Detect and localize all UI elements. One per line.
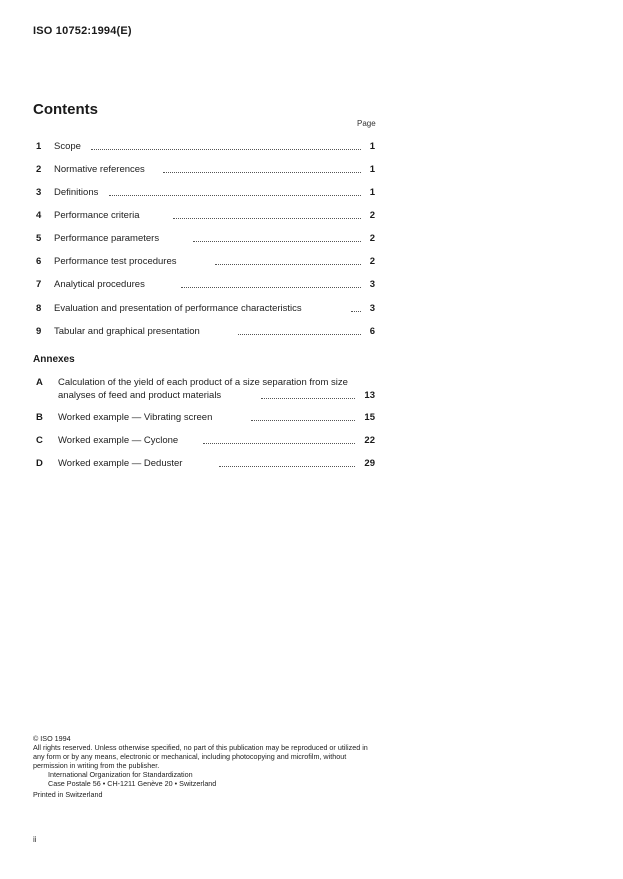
toc-entry[interactable] [33, 326, 375, 340]
toc-page: 2 [369, 210, 375, 221]
toc-entry[interactable] [33, 141, 375, 155]
toc-number: 6 [36, 256, 42, 267]
annex-entry[interactable] [33, 458, 375, 472]
printed-in: Printed in Switzerland [33, 790, 103, 799]
leader-dots [109, 195, 361, 196]
toc-page: 3 [369, 279, 375, 290]
annex-letter: D [36, 458, 43, 469]
toc-page: 2 [369, 233, 375, 244]
annex-title: Worked example — Cyclone [58, 435, 179, 446]
toc-number: 9 [36, 326, 42, 337]
toc-title: Definitions [54, 187, 99, 198]
toc-title: Performance parameters [54, 233, 160, 244]
annex-title-line2: analyses of feed and product materials [58, 390, 222, 401]
annex-entry[interactable] [33, 377, 375, 405]
toc-entry[interactable] [33, 187, 375, 201]
postal-address: Case Postale 56 • CH-1211 Genève 20 • Switzerland [48, 779, 217, 788]
toc-entry[interactable] [33, 233, 375, 247]
annex-title: Worked example — Vibrating screen [58, 412, 213, 423]
page-column-label: Page [357, 119, 376, 128]
annex-entry[interactable] [33, 435, 375, 449]
toc-entry[interactable] [33, 210, 375, 224]
toc-page: 6 [369, 326, 375, 337]
leader-dots [351, 311, 361, 312]
toc-number: 2 [36, 164, 42, 175]
annex-page: 13 [364, 390, 375, 401]
toc-title: Normative references [54, 164, 145, 175]
annex-page: 29 [364, 458, 375, 469]
toc-title: Performance test procedures [54, 256, 177, 267]
copyright-year: © ISO 1994 [33, 734, 71, 743]
annex-letter: C [36, 435, 43, 446]
toc-entry[interactable] [33, 279, 375, 293]
toc-page: 1 [369, 187, 375, 198]
contents-title: Contents [33, 101, 98, 118]
leader-dots [238, 334, 361, 335]
toc-title: Analytical procedures [54, 279, 145, 290]
annex-letter: A [36, 377, 43, 388]
rights-text: All rights reserved. Unless otherwise specified, no part of this publication may be reproduced or utilized in any form or by any means, electronic or mechanical, including photocopying and microfilm, without permission in writing from the publisher. [33, 743, 368, 770]
toc-title: Tabular and graphical presentation [54, 326, 200, 337]
toc-page: 2 [369, 256, 375, 267]
toc-entry[interactable] [33, 303, 375, 317]
annex-entry[interactable] [33, 412, 375, 426]
leader-dots [193, 241, 361, 242]
toc-entry[interactable] [33, 256, 375, 270]
annexes-heading: Annexes [33, 354, 75, 365]
toc-number: 3 [36, 187, 42, 198]
annex-title-line1: Calculation of the yield of each product of a size separation from size [58, 377, 348, 388]
toc-entry[interactable] [33, 164, 375, 178]
toc-title: Evaluation and presentation of performance characteristics [54, 303, 302, 314]
page-number: ii [33, 835, 37, 844]
annex-title: Worked example — Deduster [58, 458, 183, 469]
toc-title: Performance criteria [54, 210, 140, 221]
leader-dots [163, 172, 361, 173]
toc-page: 1 [369, 141, 375, 152]
toc-title: Scope [54, 141, 81, 152]
toc-number: 7 [36, 279, 42, 290]
leader-dots [251, 420, 355, 421]
leader-dots [203, 443, 355, 444]
toc-number: 8 [36, 303, 42, 314]
annex-page: 22 [364, 435, 375, 446]
leader-dots [261, 398, 355, 399]
document-id: ISO 10752:1994(E) [33, 25, 132, 37]
organization-name: International Organization for Standardization [48, 770, 193, 779]
toc-number: 5 [36, 233, 42, 244]
leader-dots [181, 287, 361, 288]
leader-dots [173, 218, 361, 219]
copyright-block [33, 734, 381, 799]
toc-number: 4 [36, 210, 42, 221]
annex-letter: B [36, 412, 43, 423]
leader-dots [91, 149, 361, 150]
toc-number: 1 [36, 141, 42, 152]
leader-dots [215, 264, 361, 265]
leader-dots [219, 466, 355, 467]
toc-page: 1 [369, 164, 375, 175]
annex-page: 15 [364, 412, 375, 423]
toc-page: 3 [369, 303, 375, 314]
